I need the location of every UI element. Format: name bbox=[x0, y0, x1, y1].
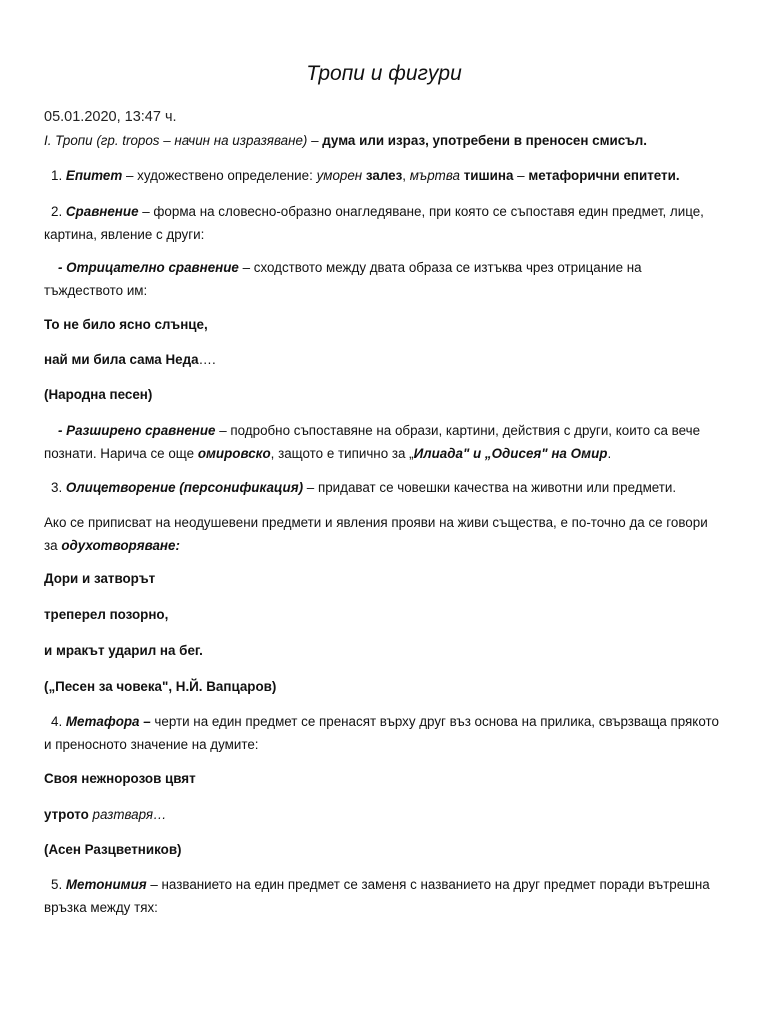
quote-3-line-1: Своя нежнорозов цвят bbox=[44, 771, 196, 786]
personification-number: 3. bbox=[51, 480, 66, 495]
quote-1-line-2-text: най ми била сама Неда bbox=[44, 352, 199, 367]
page-title: Тропи и фигури bbox=[306, 62, 462, 85]
simile-number: 2. bbox=[51, 204, 66, 219]
metonymy-number: 5. bbox=[51, 877, 66, 892]
negative-simile-text: – сходството между двата образа се изтъква чрез отрицание на тъждеството им: bbox=[44, 260, 642, 298]
epithet-example-1: уморен bbox=[316, 168, 363, 183]
negative-simile-paragraph bbox=[44, 257, 724, 302]
quote-3-line-2-verb: разтваря… bbox=[92, 807, 167, 822]
personification-text: – придават се човешки качества на животни или предмети. bbox=[303, 480, 677, 495]
metonymy-term: Метонимия bbox=[65, 877, 147, 892]
quote-3-line-2 bbox=[44, 804, 724, 827]
personification-term: Олицетворение (персонификация) bbox=[65, 480, 304, 495]
extended-simile-text-2: , защото е типично за „ bbox=[270, 445, 414, 461]
extended-simile-paragraph bbox=[44, 420, 724, 465]
intro-dash: – bbox=[307, 133, 323, 148]
epithet-example-1-noun: залез bbox=[365, 168, 403, 183]
animation-term: одухотворяване: bbox=[61, 537, 180, 553]
quote-2-line-3: и мракът ударил на бег. bbox=[44, 643, 203, 658]
quote-3-line-2-noun: утрото bbox=[44, 807, 89, 822]
intro-paragraph bbox=[44, 130, 724, 153]
metaphor-text: черти на един предмет се пренасят върху друг въз основа на прилика, свързваща прякото и преносното значение на думите: bbox=[44, 714, 719, 752]
intro-lead: I. Тропи (гр. tropos – начин на изразяване) bbox=[44, 133, 308, 148]
quote-2-line-2: треперел позорно, bbox=[44, 607, 169, 622]
simile-text: – форма на словесно-образно онагледяване, при която се съпоставя един предмет, лице, картина, явление с други: bbox=[44, 204, 704, 242]
quote-2-line-1: Дори и затворът bbox=[44, 571, 156, 586]
quote-2-source: („Песен за човека", Н.Й. Вапцаров) bbox=[44, 679, 277, 694]
simile-paragraph bbox=[44, 201, 724, 246]
quote-1-line-2 bbox=[44, 349, 724, 372]
epithet-comma: , bbox=[402, 168, 410, 183]
intro-definition: дума или израз, употребени в преносен смисъл. bbox=[322, 133, 648, 148]
animation-text: Ако се приписват на неодушевени предмети и явления прояви на живи същества, е по-точно да се говори за bbox=[44, 515, 708, 553]
metaphor-paragraph bbox=[44, 711, 724, 756]
quote-1-source: (Народна песен) bbox=[44, 387, 153, 402]
metonymy-text: – названието на един предмет се заменя с названието на друг предмет поради вътрешна връзка между тях: bbox=[44, 877, 710, 915]
epithet-term: Епитет bbox=[65, 168, 123, 183]
metaphor-number: 4. bbox=[51, 714, 66, 729]
metonymy-paragraph bbox=[44, 874, 724, 919]
metaphor-term: Метафора – bbox=[65, 714, 151, 729]
epithet-paragraph bbox=[44, 165, 724, 188]
quote-1-line-1: То не било ясно слънце, bbox=[44, 317, 208, 332]
homer-works: Илиада" и „Одисея" на Омир bbox=[413, 445, 608, 461]
epithet-text: – художествено определение: bbox=[122, 168, 317, 183]
quote-1-line-2-ellipsis: …. bbox=[198, 352, 216, 367]
epithet-example-2: мъртва bbox=[409, 168, 460, 183]
extended-simile-text-1: – подробно съпоставяне на образи, картини, действия с други, които са вече познати. Нарича се още bbox=[44, 423, 701, 461]
epithet-conclusion: метафорични епитети. bbox=[528, 168, 680, 183]
homeric-term: омировско bbox=[197, 445, 271, 461]
quote-3-source: (Асен Разцветников) bbox=[44, 842, 182, 857]
extended-simile-end: . bbox=[607, 445, 612, 461]
epithet-example-2-noun: тишина bbox=[463, 168, 514, 183]
simile-term: Сравнение bbox=[65, 204, 139, 219]
extended-simile-term: - Разширено сравнение bbox=[58, 423, 216, 438]
personification-paragraph bbox=[44, 477, 724, 500]
document-datetime: 05.01.2020, 13:47 ч. bbox=[44, 109, 177, 125]
epithet-number: 1. bbox=[51, 168, 66, 183]
animation-paragraph bbox=[44, 512, 724, 557]
negative-simile-term: - Отрицателно сравнение bbox=[58, 260, 239, 275]
epithet-dash: – bbox=[513, 168, 529, 183]
